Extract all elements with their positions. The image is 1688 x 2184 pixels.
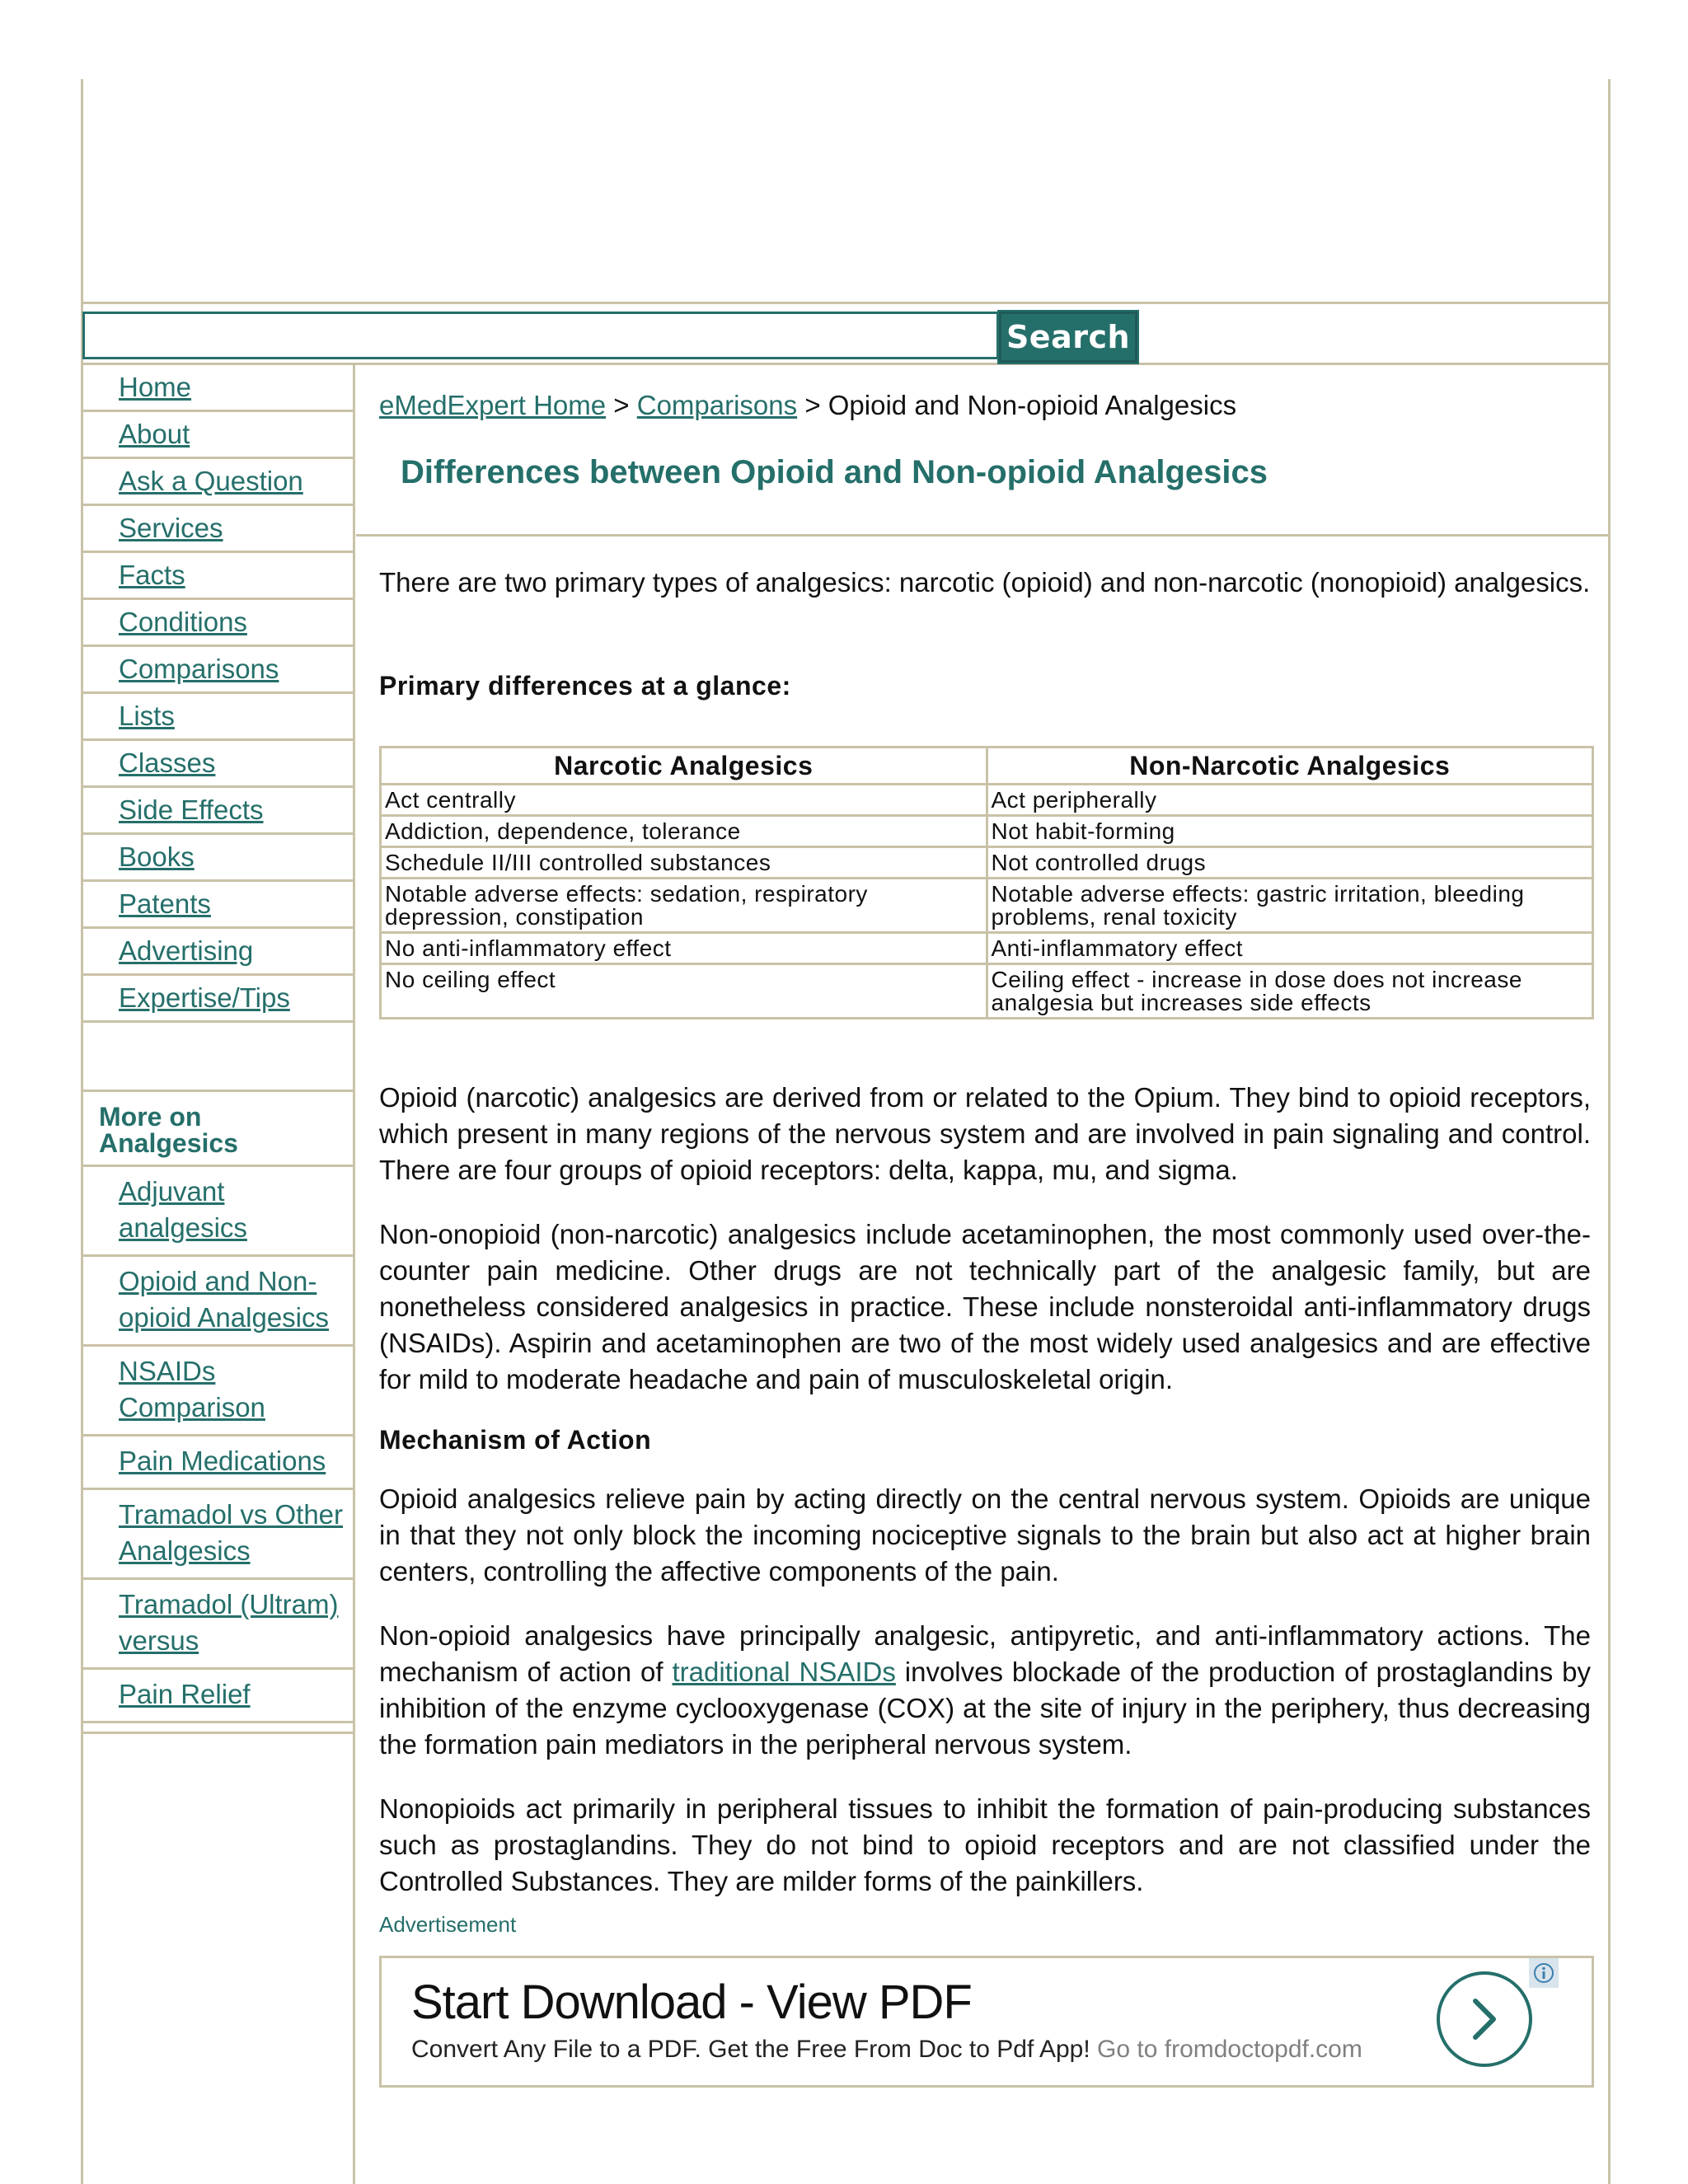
related-link-opioid-nonopioid[interactable] <box>82 1257 353 1347</box>
sidebar-item-label[interactable]: Books <box>119 841 195 872</box>
sidebar-item-label[interactable]: Conditions <box>119 607 247 637</box>
info-icon <box>1532 1961 1555 1985</box>
table-cell: Addiction, dependence, tolerance <box>381 816 987 847</box>
search-input[interactable] <box>82 312 999 359</box>
sidebar-item-label[interactable]: Facts <box>119 560 185 590</box>
breadcrumb <box>379 390 1236 421</box>
header-divider <box>81 302 1611 304</box>
table-cell: No ceiling effect <box>381 964 987 1019</box>
related-link-adjuvant[interactable] <box>82 1167 353 1257</box>
related-link-nsaids[interactable] <box>82 1347 353 1436</box>
sidebar-item-conditions[interactable] <box>82 600 353 647</box>
more-on-analgesics-heading <box>82 1092 353 1167</box>
sidebar-spacer <box>82 1023 353 1092</box>
ad-text[interactable] <box>411 2036 1362 2064</box>
sidebar-item-comparisons[interactable] <box>82 647 353 694</box>
mechanism-heading: Mechanism of Action <box>379 1425 652 1455</box>
sidebar-item-classes[interactable] <box>82 741 353 788</box>
related-link-pain-relief[interactable] <box>82 1670 353 1723</box>
sidebar-item-facts[interactable] <box>82 553 353 600</box>
table-header-row <box>381 748 1593 785</box>
traditional-nsaids-link[interactable]: traditional NSAIDs <box>672 1657 896 1687</box>
sidebar-item-advertising[interactable] <box>82 929 353 976</box>
search-button[interactable]: Search <box>999 312 1137 363</box>
table-header-cell: Narcotic Analgesics <box>381 748 987 785</box>
related-link-text[interactable]: NSAIDs <box>119 1356 216 1386</box>
related-link-pain-medications[interactable] <box>82 1436 353 1490</box>
sidebar-divider <box>353 365 355 2184</box>
ad-title[interactable]: Start Download - View PDF <box>411 1975 972 2029</box>
table-cell: Act centrally <box>381 785 987 816</box>
sidebar-item-books[interactable] <box>82 835 353 882</box>
mechanism-paragraph-1: Opioid analgesics relieve pain by acting directly on the central nervous system. Opioids are unique in that they not only block the incoming nociceptive signals to the brain but also act at higher brain centers, controlling the affective components of the pain. <box>379 1483 1591 1586</box>
table-header-cell: Non-Narcotic Analgesics <box>987 748 1593 785</box>
related-link-text[interactable]: versus <box>119 1625 199 1656</box>
breadcrumb-current: Opioid and Non-opioid Analgesics <box>828 390 1237 420</box>
title-divider <box>356 534 1609 537</box>
opioid-paragraph: Opioid (narcotic) analgesics are derived from or related to the Opium. They bind to opioid receptors, which present in many regions of the nervous system and are involved in pain signaling and control. There are four groups of opioid receptors: delta, kappa, mu, and sigma. <box>379 1082 1591 1185</box>
related-link-text[interactable]: Pain Medications <box>119 1446 326 1476</box>
more-title-line: Analgesics <box>99 1128 238 1158</box>
sidebar-item-side-effects[interactable] <box>82 788 353 835</box>
comparison-table <box>379 746 1594 1019</box>
chevron-right-icon <box>1464 1994 1505 2044</box>
breadcrumb-separator: > <box>797 390 828 420</box>
table-cell: Not habit-forming <box>987 816 1593 847</box>
table-cell: Schedule II/III controlled substances <box>381 847 987 879</box>
sidebar-item-label[interactable]: Lists <box>119 701 175 731</box>
table-cell: Ceiling effect - increase in dose does not increase analgesia but increases side effects <box>987 964 1593 1019</box>
sidebar-end-rule <box>82 1723 353 1734</box>
text-span: involves blockade of the production of prostaglandins by inhibition of the enzyme cyclooxygenase (COX) at the site of injury in the periphery, thus decreasing the formation pain mediators in the peripheral nervous system. <box>379 1657 1591 1760</box>
more-title-line: More on <box>99 1102 202 1132</box>
sidebar-item-lists[interactable] <box>82 694 353 741</box>
page-title: Differences between Opioid and Non-opioid Analgesics <box>401 454 1268 490</box>
intro-paragraph: There are two primary types of analgesics: narcotic (opioid) and non-narcotic (nonopioid) analgesics. <box>379 567 1591 598</box>
sidebar-item-label[interactable]: Side Effects <box>119 794 264 825</box>
sidebar-nav <box>82 365 353 1734</box>
mechanism-paragraph-2 <box>379 1618 1591 1763</box>
related-link-text[interactable]: Opioid and Non- <box>119 1266 317 1296</box>
table-row <box>381 785 1593 816</box>
text-span: Non-opioid analgesics have principally analgesic, antipyretic, and anti-inflammatory actions. The mechanism of action of <box>379 1620 1591 1687</box>
table-row <box>381 879 1593 933</box>
ad-link[interactable]: Go to fromdoctopdf.com <box>1097 2036 1362 2063</box>
table-cell: Not controlled drugs <box>987 847 1593 879</box>
ad-banner[interactable] <box>379 1956 1594 2088</box>
table-cell: Act peripherally <box>987 785 1593 816</box>
breadcrumb-section-link[interactable]: Comparisons <box>636 390 798 420</box>
table-row <box>381 964 1593 1019</box>
sidebar-item-home[interactable] <box>82 365 353 412</box>
sidebar-item-expertise[interactable] <box>82 976 353 1023</box>
sidebar-item-label[interactable]: About <box>119 419 190 449</box>
related-link-text[interactable]: Analgesics <box>119 1535 251 1566</box>
related-link-text[interactable]: Comparison <box>119 1392 265 1422</box>
related-link-text[interactable]: Tramadol vs Other <box>119 1499 344 1530</box>
sidebar-item-label[interactable]: Home <box>119 372 192 402</box>
related-link-text[interactable]: Pain Relief <box>119 1679 251 1709</box>
table-cell: Anti-inflammatory effect <box>987 933 1593 964</box>
breadcrumb-home-link[interactable]: eMedExpert Home <box>379 390 607 420</box>
nonopioid-paragraph: Non-onopioid (non-narcotic) analgesics include acetaminophen, the most commonly used over-the-counter pain medicine. Other drugs are not technically part of the analgesic family, but are nonetheless considered analgesics in practice. These include nonsteroidal anti-inflammatory drugs (NSAIDs). Aspirin and acetaminophen are two of the most widely used analgesics and are effective for mild to moderate headache and pain of musculoskeletal origin. <box>379 1219 1591 1394</box>
chevron-right-icon[interactable] <box>1437 1971 1532 2067</box>
table-row <box>381 816 1593 847</box>
table-cell: Notable adverse effects: sedation, respiratory depression, constipation <box>381 879 987 933</box>
related-link-text[interactable]: opioid Analgesics <box>119 1302 330 1333</box>
glance-heading: Primary differences at a glance: <box>379 671 791 701</box>
breadcrumb-separator: > <box>606 390 637 420</box>
table-row <box>381 847 1593 879</box>
table-row <box>381 933 1593 964</box>
sidebar-item-label[interactable]: Patents <box>119 888 211 919</box>
sidebar-item-services[interactable] <box>82 506 353 553</box>
sidebar-item-ask-question[interactable] <box>82 459 353 506</box>
ad-description: Convert Any File to a PDF. Get the Free From Doc to Pdf App! <box>411 2036 1090 2063</box>
sidebar-item-label[interactable]: Classes <box>119 748 216 778</box>
related-link-text[interactable]: analgesics <box>119 1212 247 1243</box>
related-link-text[interactable]: Tramadol (Ultram) <box>119 1589 339 1619</box>
sidebar-item-label[interactable]: Ask a Question <box>119 466 303 496</box>
table-cell: No anti-inflammatory effect <box>381 933 987 964</box>
sidebar-item-about[interactable] <box>82 412 353 459</box>
sidebar-item-label[interactable]: Advertising <box>119 935 254 966</box>
advertisement-label: Advertisement <box>379 1912 517 1937</box>
mechanism-paragraph-3: Nonopioids act primarily in peripheral tissues to inhibit the formation of pain-producing substances such as prostaglandins. They do not bind to opioid receptors and are not classified under the Controlled Substances. They are milder forms of the painkillers. <box>379 1793 1591 1896</box>
sidebar-item-patents[interactable] <box>82 882 353 929</box>
sidebar-item-label[interactable]: Expertise/Tips <box>119 982 290 1013</box>
table-cell: Notable adverse effects: gastric irritation, bleeding problems, renal toxicity <box>987 879 1593 933</box>
sidebar-item-label[interactable]: Services <box>119 513 223 543</box>
related-link-tramadol-other[interactable] <box>82 1490 353 1580</box>
related-link-text[interactable]: Adjuvant <box>119 1176 225 1207</box>
sidebar-item-label[interactable]: Comparisons <box>119 654 279 684</box>
related-link-tramadol-ultram[interactable] <box>82 1580 353 1670</box>
info-icon[interactable] <box>1529 1958 1559 1988</box>
